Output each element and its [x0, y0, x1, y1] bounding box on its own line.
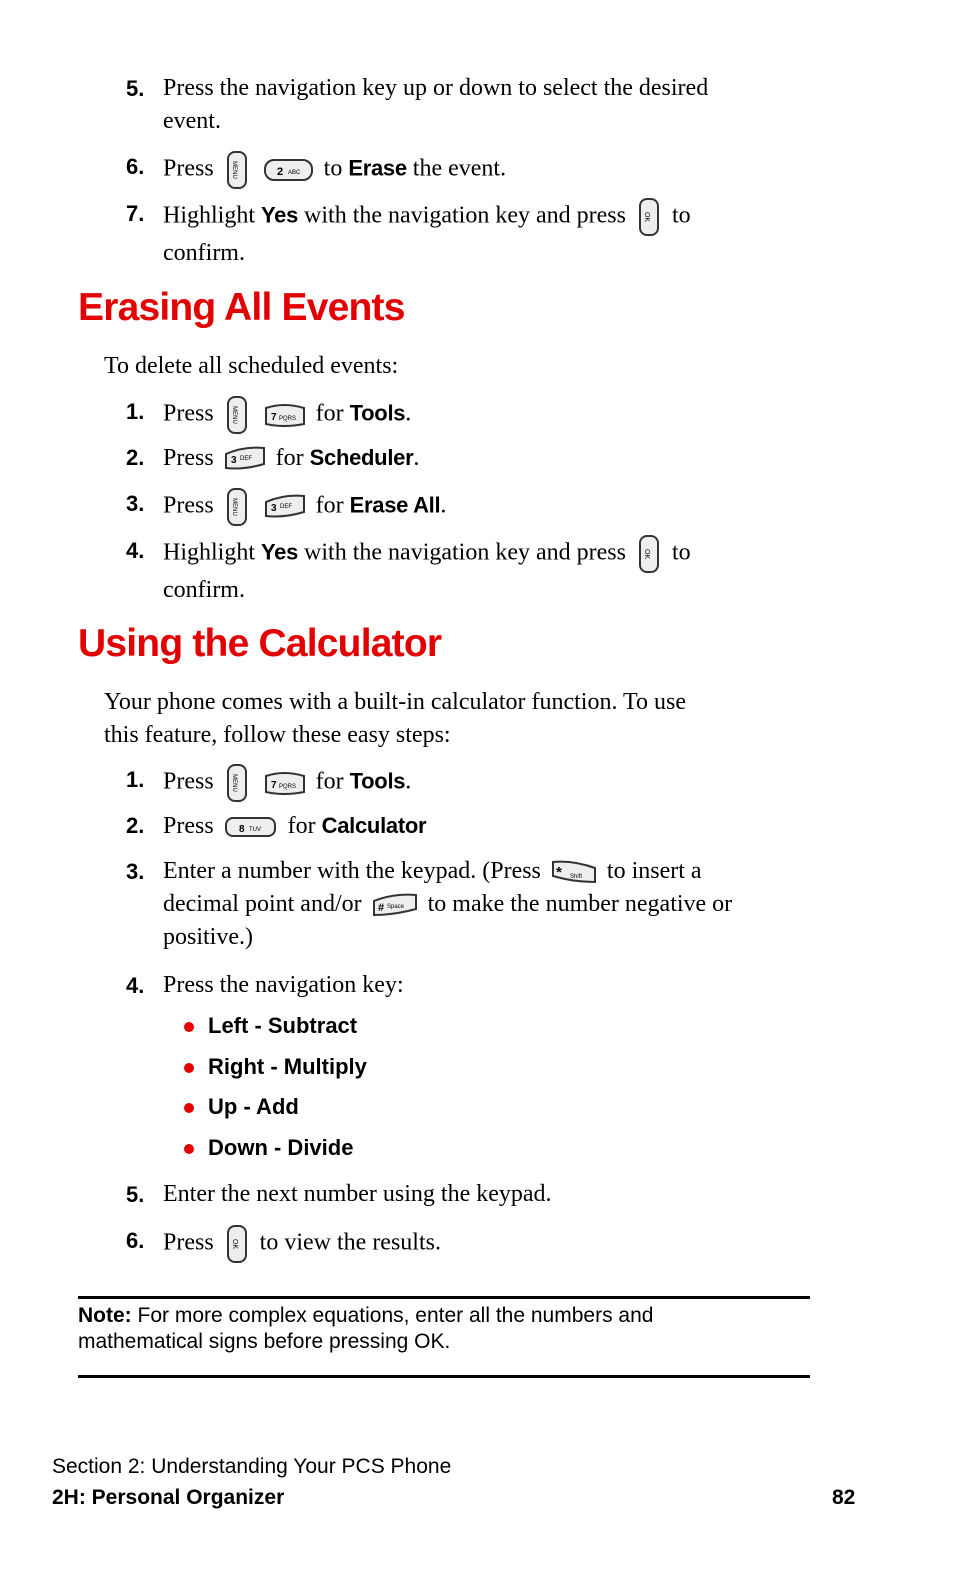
step-text: Press	[163, 492, 214, 519]
footer-chapter: 2H: Personal Organizer	[52, 1486, 285, 1509]
step-text: to view the results.	[259, 1229, 441, 1256]
bullet-icon	[184, 1103, 194, 1113]
ok-key-icon	[636, 197, 662, 237]
step-number: 2.	[126, 813, 145, 838]
section-heading: Using the Calculator	[78, 622, 442, 665]
step-text: .	[405, 400, 412, 427]
step-bold: Tools	[349, 768, 406, 794]
bullet-text: Up - Add	[208, 1094, 299, 1119]
step-number: 3.	[126, 491, 145, 516]
bullet-text: Right - Multiply	[208, 1054, 367, 1079]
svg-text:7: 7	[270, 780, 277, 791]
key-3-icon	[224, 446, 266, 472]
step-number: 7.	[126, 201, 145, 226]
intro-line: Your phone comes with a built-in calculator function. To use	[104, 689, 686, 715]
step-text: Press	[163, 445, 214, 471]
step-number: 4.	[126, 973, 145, 998]
svg-text:DEF: DEF	[239, 456, 252, 463]
step-text: confirm.	[163, 577, 245, 603]
step-bold: Calculator	[321, 813, 427, 838]
svg-text:2: 2	[276, 166, 283, 178]
step-text: to insert a	[606, 858, 702, 884]
step-text: Enter a number with the keypad. (Press	[163, 858, 541, 884]
step-text: Enter the next number using the keypad.	[163, 1181, 552, 1207]
bullet-icon	[184, 1063, 194, 1073]
menu-key-icon	[224, 395, 250, 435]
step-text: with the navigation key and press	[304, 539, 626, 566]
key-7-icon	[264, 402, 306, 428]
menu-key-icon	[224, 150, 250, 190]
note-text: For more complex equations, enter all the numbers and	[137, 1304, 654, 1327]
intro-line: this feature, follow these easy steps:	[104, 722, 451, 748]
step-text: with the navigation key and press	[304, 202, 626, 229]
step-text: confirm.	[163, 240, 245, 266]
bullet-text: Down - Divide	[208, 1135, 354, 1160]
step-number: 3.	[126, 859, 145, 884]
svg-text:MENU: MENU	[230, 774, 237, 792]
step-bold: Tools	[349, 400, 406, 426]
step-text: .	[440, 492, 447, 519]
svg-text:MENU: MENU	[230, 161, 237, 179]
menu-key-icon	[224, 487, 250, 527]
step-number: 4.	[126, 538, 145, 563]
svg-text:3: 3	[270, 503, 277, 514]
note-box	[78, 1303, 808, 1355]
ok-key-icon	[636, 534, 662, 574]
step-number: 1.	[126, 399, 145, 424]
svg-text:#: #	[377, 902, 384, 915]
svg-text:TUV: TUV	[248, 827, 261, 834]
step-text: Press	[163, 768, 214, 795]
step-text: for	[315, 400, 344, 427]
section-intro: To delete all scheduled events:	[104, 353, 399, 379]
svg-text:OK: OK	[642, 211, 650, 223]
step-text: Highlight	[163, 202, 256, 229]
section-heading: Erasing All Events	[78, 286, 405, 329]
svg-text:PQRS: PQRS	[278, 784, 296, 790]
step-text: positive.)	[163, 924, 253, 950]
step-number: 2.	[126, 445, 145, 470]
step-number: 5.	[126, 1182, 145, 1207]
svg-text:ABC: ABC	[287, 170, 301, 176]
step-text: decimal point and/or	[163, 891, 362, 917]
svg-text:OK: OK	[230, 1238, 238, 1250]
step-text: to	[671, 539, 691, 566]
svg-text:Space: Space	[386, 904, 404, 911]
step-text: event.	[163, 108, 221, 134]
step-text: .	[405, 768, 412, 795]
svg-text:MENU: MENU	[230, 498, 237, 516]
step-text: for	[315, 768, 344, 795]
svg-text:PQRS: PQRS	[278, 416, 296, 422]
bullet-item	[184, 1054, 367, 1080]
note-text: mathematical signs before pressing OK.	[78, 1330, 451, 1353]
step-number: 6.	[126, 1228, 145, 1253]
step-text: Press	[163, 400, 214, 427]
note-top-rule	[78, 1296, 810, 1299]
svg-text:7: 7	[270, 412, 277, 423]
svg-text:MENU: MENU	[230, 406, 237, 424]
bullet-item	[184, 1135, 353, 1161]
bullet-icon	[184, 1144, 194, 1154]
footer-section: Section 2: Understanding Your PCS Phone	[52, 1455, 452, 1478]
page-number: 82	[832, 1486, 856, 1509]
step-text: to make the number negative or	[427, 891, 733, 917]
step-text: Highlight	[163, 539, 256, 566]
svg-text:8: 8	[238, 824, 245, 836]
svg-text:DEF: DEF	[279, 504, 292, 510]
bullet-icon	[184, 1022, 194, 1032]
hash-key-icon	[372, 891, 418, 919]
note-bottom-rule	[78, 1375, 810, 1378]
step-text: for	[315, 492, 344, 519]
svg-text:3: 3	[230, 455, 237, 467]
step-text: .	[413, 445, 420, 471]
key-2-icon	[264, 158, 314, 182]
key-7-icon	[264, 770, 306, 796]
step-text: to	[671, 202, 691, 229]
step-bold: Erase	[348, 155, 407, 181]
svg-text:Shift: Shift	[569, 874, 582, 881]
ok-key-icon	[224, 1224, 250, 1264]
step-text: to	[323, 155, 343, 182]
step-text: Press	[163, 813, 214, 839]
step-text: for	[287, 813, 316, 839]
step-text: Press the navigation key:	[163, 972, 404, 998]
svg-text:*: *	[555, 864, 562, 882]
bullet-item	[184, 1013, 357, 1039]
note-label: Note:	[78, 1304, 132, 1327]
step-text: the event.	[412, 155, 507, 182]
step-text: Press	[163, 1229, 214, 1256]
step-number: 6.	[126, 154, 145, 179]
step-bold: Yes	[261, 202, 299, 228]
step-bold: Scheduler	[309, 445, 414, 470]
step-number: 5.	[126, 76, 145, 101]
step-text: for	[275, 445, 304, 471]
section-intro	[104, 686, 804, 752]
star-key-icon	[551, 858, 597, 886]
step-number: 1.	[126, 767, 145, 792]
bullet-text: Left - Subtract	[208, 1013, 358, 1038]
key-3-icon	[264, 494, 306, 520]
bullet-item	[184, 1094, 299, 1120]
step-text: Press	[163, 155, 214, 182]
svg-text:OK: OK	[642, 548, 650, 560]
step-bold: Erase All	[349, 492, 441, 518]
key-8-icon	[224, 815, 278, 839]
step-text: Press the navigation key up or down to select the desired	[163, 75, 709, 101]
step-bold: Yes	[261, 539, 299, 565]
menu-key-icon	[224, 763, 250, 803]
